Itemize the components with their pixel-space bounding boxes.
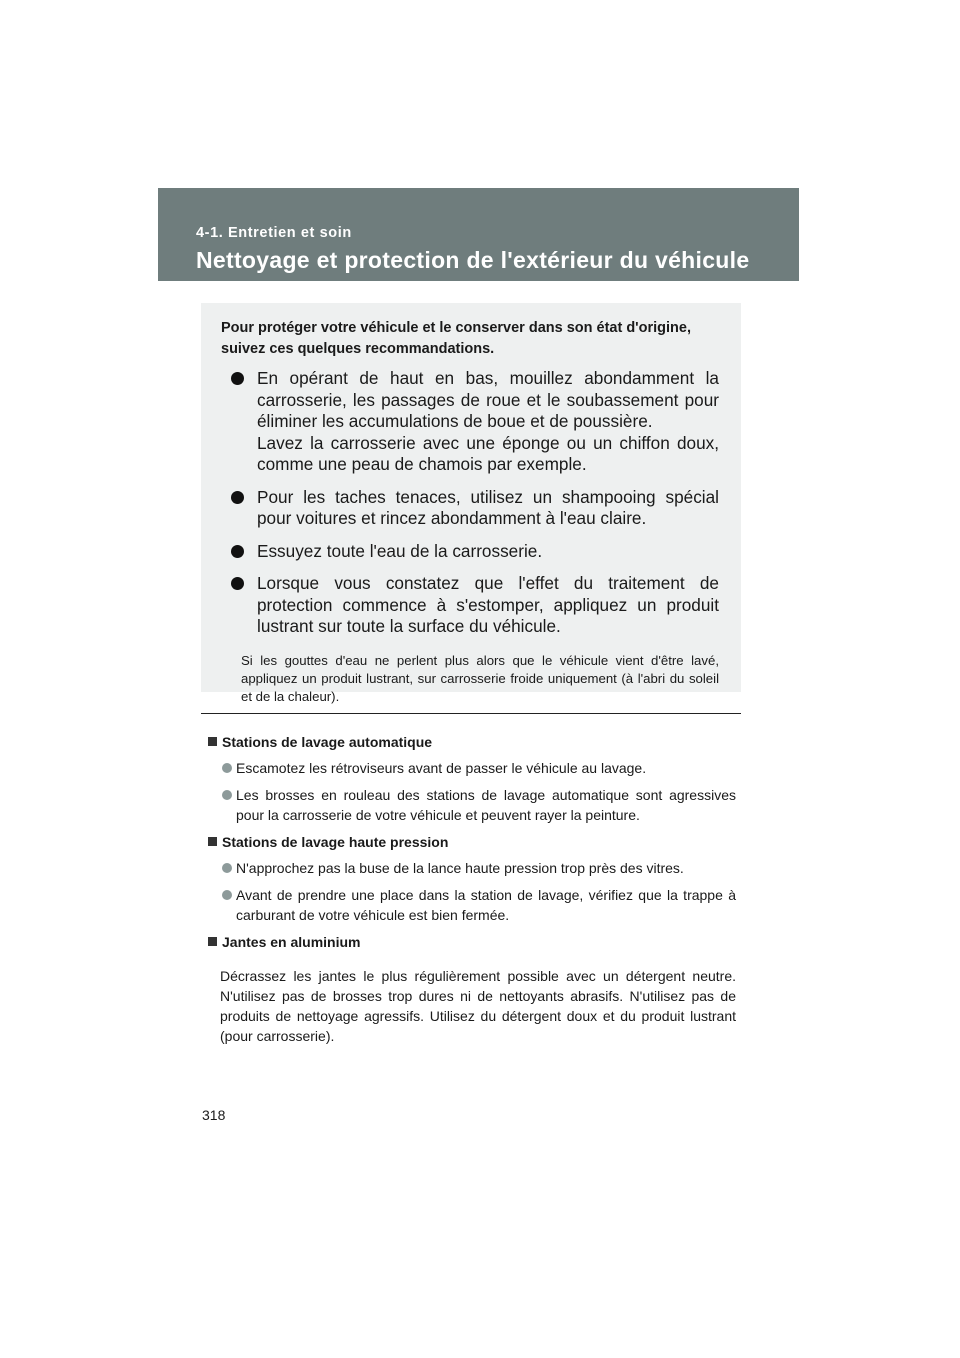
section-label: 4-1. Entretien et soin bbox=[196, 225, 352, 241]
wheels-text: Décrassez les jantes le plus régulièrement possible avec un détergent neutre. N'utilisez pas de brosses trop dures ni de nettoyants abrasifs. N'utilisez pas de produits de nettoyage agressifs. Utilisez du détergent doux et du produit lustrant (pour carrosserie). bbox=[220, 968, 736, 1044]
recommendation-item bbox=[221, 368, 719, 476]
page-title: Nettoyage et protection de l'extérieur du véhicule bbox=[196, 247, 750, 273]
recommendation-text: Essuyez toute l'eau de la carrosserie. bbox=[257, 540, 543, 561]
bullet-icon bbox=[231, 491, 244, 504]
square-bullet-icon bbox=[208, 837, 217, 846]
bullet-icon bbox=[222, 790, 232, 800]
bullet-icon bbox=[231, 577, 244, 590]
bullet-icon bbox=[222, 863, 232, 873]
details-section bbox=[208, 732, 736, 1060]
recommendation-text: Lorsque vous constatez que l'effet du traitement de protection commence à s'estomper, appliquez un produit lustrant sur toute la surface du véhicule. bbox=[257, 573, 719, 636]
list-item: N'approchez pas la buse de la lance haute pression trop près des vitres. bbox=[208, 858, 736, 878]
subhead-automatic: Stations de lavage automatique bbox=[208, 732, 736, 752]
intro-text: Pour protéger votre véhicule et le conserver dans son état d'origine, suivez ces quelques recommandations. bbox=[221, 320, 691, 357]
subhead-wheels: Jantes en aluminium bbox=[208, 932, 736, 952]
subhead-pressure: Stations de lavage haute pression bbox=[208, 832, 736, 852]
intro-box bbox=[201, 303, 741, 704]
divider bbox=[201, 713, 741, 714]
page-number: 318 bbox=[202, 1107, 226, 1123]
recommendation-text: Lavez la carrosserie avec une éponge ou un chiffon doux, comme une peau de chamois par exemple. bbox=[257, 432, 719, 474]
intro-note: Si les gouttes d'eau ne perlent plus alors que le véhicule vient d'être lavé, appliquez un produit lustrant, sur carrosserie froide uniquement (à l'abri du soleil et de la chaleur). bbox=[241, 652, 719, 704]
list-item: Les brosses en rouleau des stations de lavage automatique sont agressives pour la carrosserie de votre véhicule et peuvent rayer la peinture. bbox=[208, 785, 736, 825]
square-bullet-icon bbox=[208, 937, 217, 946]
recommendation-item bbox=[221, 541, 719, 563]
recommendation-text: En opérant de haut en bas, mouillez abondamment la carrosserie, les passages de roue et le soubassement pour éliminer les accumulations de boue et de poussière. bbox=[257, 368, 719, 431]
bullet-icon bbox=[222, 763, 232, 773]
square-bullet-icon bbox=[208, 737, 217, 746]
recommendation-item bbox=[221, 487, 719, 530]
list-item: Escamotez les rétroviseurs avant de passer le véhicule au lavage. bbox=[208, 758, 736, 778]
list-item: Avant de prendre une place dans la station de lavage, vérifiez que la trappe à carburant de votre véhicule est bien fermée. bbox=[208, 885, 736, 925]
recommendation-text: Pour les taches tenaces, utilisez un shampooing spécial pour voitures et rincez abondamment à l'eau claire. bbox=[257, 486, 719, 528]
bullet-icon bbox=[222, 890, 232, 900]
recommendation-item bbox=[221, 573, 719, 638]
chapter-header bbox=[158, 188, 799, 281]
bullet-icon bbox=[231, 545, 244, 558]
bullet-icon bbox=[231, 372, 244, 385]
